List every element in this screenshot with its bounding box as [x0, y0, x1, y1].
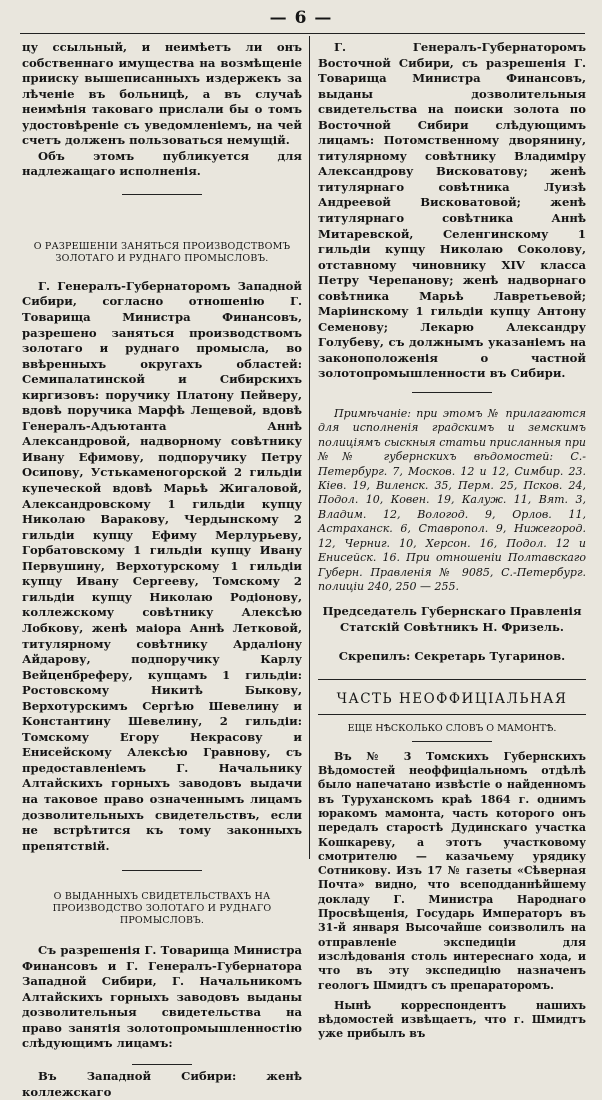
signature-chairman: Председатель Губернскаго Правленія Статскій Совѣтникъ Н. Фризель.: [322, 604, 582, 634]
section-heading-permission: О РАЗРЕШЕНІИ ЗАНЯТЬСЯ ПРОИЗВОДСТВОМЪ ЗОЛОТАГО И РУДНАГО ПРОМЫСЛОВЪ.: [33, 240, 291, 264]
page-number: — 6 —: [269, 8, 333, 28]
right-column: [318, 40, 586, 1041]
section-heading-certificates: О ВЫДАННЫХЪ СВИДЕТЕЛЬСТВАХЪ НА ПРОИЗВОДСТВО ЗОЛОТАГО И РУДНАГО ПРОМЫСЛОВЪ.: [52, 891, 272, 927]
left-column: [22, 40, 302, 1099]
column-divider: [309, 36, 310, 859]
note-paragraph: Примѣчаніе: при этомъ № прилагаются для исполненія градскимъ и земскимъ полиціямъ сыскныя статьи присланныя при №№ губернскихъ вѣдомостей: С.-Петербург. 7, Москов. 12 и 12, Симбир. 23. Кіев. 19, Виленск. 35, Перм. 25, Псков. 24, Подол. 10, Ковен. 19, Калуж. 11, Вят. 3, Владим. 12, Вологод. 9, Орлов. 11, Астраханск. 6, Ставропол. 9, Нижегород. 12, Черниг. 10, Херсон. 16, Подол. 12 и Енисейск. 16. При отношеніи Полтавскаго Губерн. Правленія № 9085, С.-Петербург. полиціи 240, 250 — 255.: [318, 407, 586, 593]
part-title: ЧАСТЬ НЕОФФИЦІАЛЬНАЯ: [336, 690, 568, 707]
top-rule: [20, 33, 585, 34]
east-siberia-paragraph: Г. Генералъ-Губернаторомъ Восточной Сибири, съ разрешенія Г. Товарища Министра Финансовъ, выданы дозволительныя свидетельства на поиски золота по Восточной Сибири слѣдующимъ лицамъ: Потомственному дворянину, титулярному совѣтнику Владиміру Александрову Висковатову; женѣ титулярнаго совѣтника Луизѣ Андреевой Висковатовой; женѣ титулярнаго совѣтника Аннѣ Митаревской, Селенгинскому 1 гильдіи купцу Николаю Соколову, отставному чиновнику XIV класса Петру Черепанову; женѣ надворнаго совѣтника Марьѣ Лавретьевой; Маріинскому 1 гильдіи купцу Антону Семенову; Лекарю Александру Голубеву, съ должнымъ указаніемъ на законоположенія о частной золотопромышленности въ Сибири.: [318, 40, 586, 381]
certificates-paragraph: Съ разрешенія Г. Товарища Министра Финансовъ и Г. Генералъ-Губернатора Западной Сибири, Г. Начальникомъ Алтайскихъ горныхъ заводовъ выданы дозволительныя свидетельства на право занятія золотопромышленностію слѣдующимъ лицамъ:: [22, 943, 302, 1051]
article-title: ЕЩЕ НѢСКОЛЬКО СЛОВЪ О МАМОНТѢ.: [347, 722, 557, 734]
article-paragraph-2: Нынѣ корреспондентъ нашихъ вѣдомостей извѣщаетъ, что г. Шмидтъ уже прибылъ въ: [318, 998, 586, 1041]
article-paragraph-1: Въ № 3 Томскихъ Губернскихъ Вѣдомостей неоффиціальномъ отдѣлѣ было напечатано извѣстіе о найденномъ въ Туруханскомъ краѣ 1864 г. однимъ юракомъ мамонта, часть которого онъ передалъ старостѣ Дудинскаго участка Кошкареву, а этотъ участковому смотрителю — казачьему урядику Сотникову. Изъ 17 № газеты «Сѣверная Почта» видно, что всеподданнѣйшему докладу Г. Министра Народнаго Просвѣщенія, Государь Императоръ въ 31-й января Высочайше соизволилъ на отправленіе экспедиціи для изслѣдованія столь интереснаго хода, и что въ эту экспедицію назначенъ геологъ Шмидтъ съ препараторомъ.: [318, 749, 586, 992]
permission-paragraph: Г. Генералъ-Губернаторомъ Западной Сибири, согласно отношенію Г. Товарища Министра Финансовъ, разрешено заняться производствомъ золотаго и руднаго промысла, во ввѣренныхъ округахъ областей: Семипалатинской и Сибирскихъ киргизовъ: поручику Платону Пейверу, вдовѣ поручика Марфѣ Лещевой, вдовѣ Генералъ-Адъютанта Аннѣ Александровой, надворному совѣтнику Ивану Ефимову, подпоручику Петру Осипову, Устькаменогорской 2 гильдіи купеческой вдовѣ Марьѣ Жигаловой, Александровскому 1 гильдіи купцу Николаю Варакову, Чердынскому 2 гильдіи купцу Ефиму Мерлурьеву, Горбатовскому 1 гильдіи купцу Ивану Первушину, Верхотурскому 1 гильдіи купцу Ивану Сергееву, Томскому 2 гильдіи купцу Николаю Родіонову, коллежскому совѣтнику Алексѣю Лобкову, женѣ маіора Аннѣ Летковой, титулярному совѣтнику Ардаліону Айдарову, подпоручику Карлу Вейценбреферу, купцамъ 1 гильдіи: Ростовскому Никитѣ Быкову, Верхотурскимъ Сергѣю Шевелину и Константину Шевелину, 2 гильдіи: Томскому Егору Некрасову и Енисейскому Алексѣю Гравнову, съ предоставленіемъ Г. Начальнику Алтайскихъ горныхъ заводовъ выдачи на таковое право означеннымъ лицамъ дозволительныхъ свидетельствъ, если не встрѣтится къ тому законныхъ препятствій.: [22, 278, 302, 853]
continued-paragraph: цу ссыльный, и неимѣетъ ли онъ собственнаго имущества на возмѣщеніе прииску вышеписанныхъ издержекъ за лѣченіе въ больницѣ, а въ случаѣ неимѣнія таковаго прислали бы о томъ удостовѣреніе съ уведомленіемъ, на чей счетъ долженъ пользоваться немущій.: [22, 40, 302, 148]
tail-paragraph: Въ Западной Сибири: женѣ коллежскаго: [22, 1068, 302, 1099]
publish-notice: Объ этомъ публикуется для надлежащаго исполненія.: [22, 148, 302, 179]
signature-secretary: Скрепилъ: Секретарь Тугаринов.: [338, 649, 566, 664]
